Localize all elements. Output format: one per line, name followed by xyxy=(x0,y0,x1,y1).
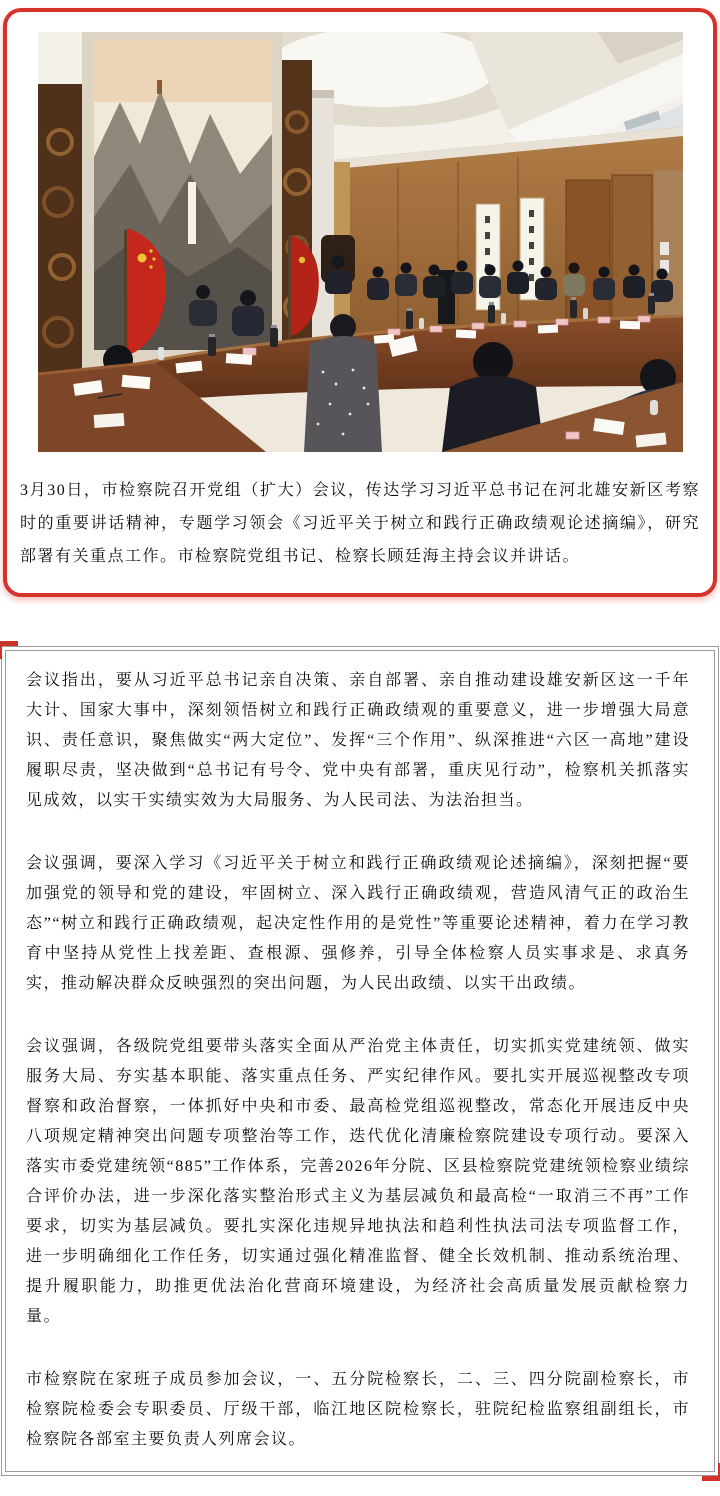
photo-card xyxy=(3,8,717,597)
article-paragraph: 市检察院在家班子成员参加会议，一、五分院检察长，二、三、四分院副检察长，市检察院检委会专职委员、厅级干部，临江地区院检察长，驻院纪检监察组副组长，市检察院各部室主要负责人列席会议。 xyxy=(26,1371,690,1448)
article-paragraph: 会议强调，各级院党组要带头落实全面从严治党主体责任，切实抓实党建统领、做实服务大局、夯实基本职能、落实重点任务、严实纪律作风。要扎实开展巡视整改专项督察和政治督察，一体抓好中央和市委、最高检党组巡视整改，常态化开展违反中央八项规定精神突出问题专项整治等工作，迭代优化清廉检察院建设专项行动。要深入落实市委党建统领“885”工作体系，完善2026年分院、区县检察院党建统领检察业绩综合评价办法，进一步深化落实整治形式主义为基层减负和最高检“一取消三不再”工作要求，切实为基层减负。要扎实深化违规异地执法和趋利性执法司法专项监督工作，进一步明确细化工作任务，切实通过强化精准监督、健全长效机制、推动系统治理、提升履职能力，助推更优法治化营商环境建设，为经济社会高质量发展贡献检察力量。 xyxy=(26,1038,690,1325)
corner-accent-bottom-right-icon xyxy=(702,1463,720,1481)
article-body xyxy=(5,650,715,1472)
meeting-photo-illustration xyxy=(38,32,683,452)
article-card xyxy=(1,646,719,1476)
corner-accent-top-left-icon xyxy=(0,641,18,659)
article-paragraph: 会议指出，要从习近平总书记亲自决策、亲自部署、亲自推动建设雄安新区这一千年大计、国家大事中，深刻领悟树立和践行正确政绩观的重要意义，进一步增强大局意识、责任意识，聚焦做实“两大定位”、发挥“三个作用”、纵深推进“六区一高地”建设履职尽责，坚决做到“总书记有号令、党中央有部署，重庆见行动”，检察机关抓落实见成效，以实干实绩实效为大局服务、为人民司法、为法治担当。 xyxy=(26,672,690,809)
article-paragraph: 会议强调，要深入学习《习近平关于树立和践行正确政绩观论述摘编》，深刻把握“要加强党的领导和党的建设，牢固树立、深入践行正确政绩观，营造风清气正的政治生态”“树立和践行正确政绩观，起决定性作用的是党性”等重要论述精神，着力在学习教育中坚持从党性上找差距、查根源、强修养，引导全体检察人员实事求是、求真务实，推动解决群众反映强烈的突出问题，为人民出政绩、以实干出政绩。 xyxy=(26,855,690,992)
meeting-photo xyxy=(38,32,683,452)
photo-caption: 3月30日，市检察院召开党组（扩大）会议，传达学习习近平总书记在河北雄安新区考察时的重要讲话精神，专题学习领会《习近平关于树立和践行正确政绩观论述摘编》，研究部署有关重点工作。市检察院党组书记、检察长顾廷海主持会议并讲话。 xyxy=(20,482,700,565)
